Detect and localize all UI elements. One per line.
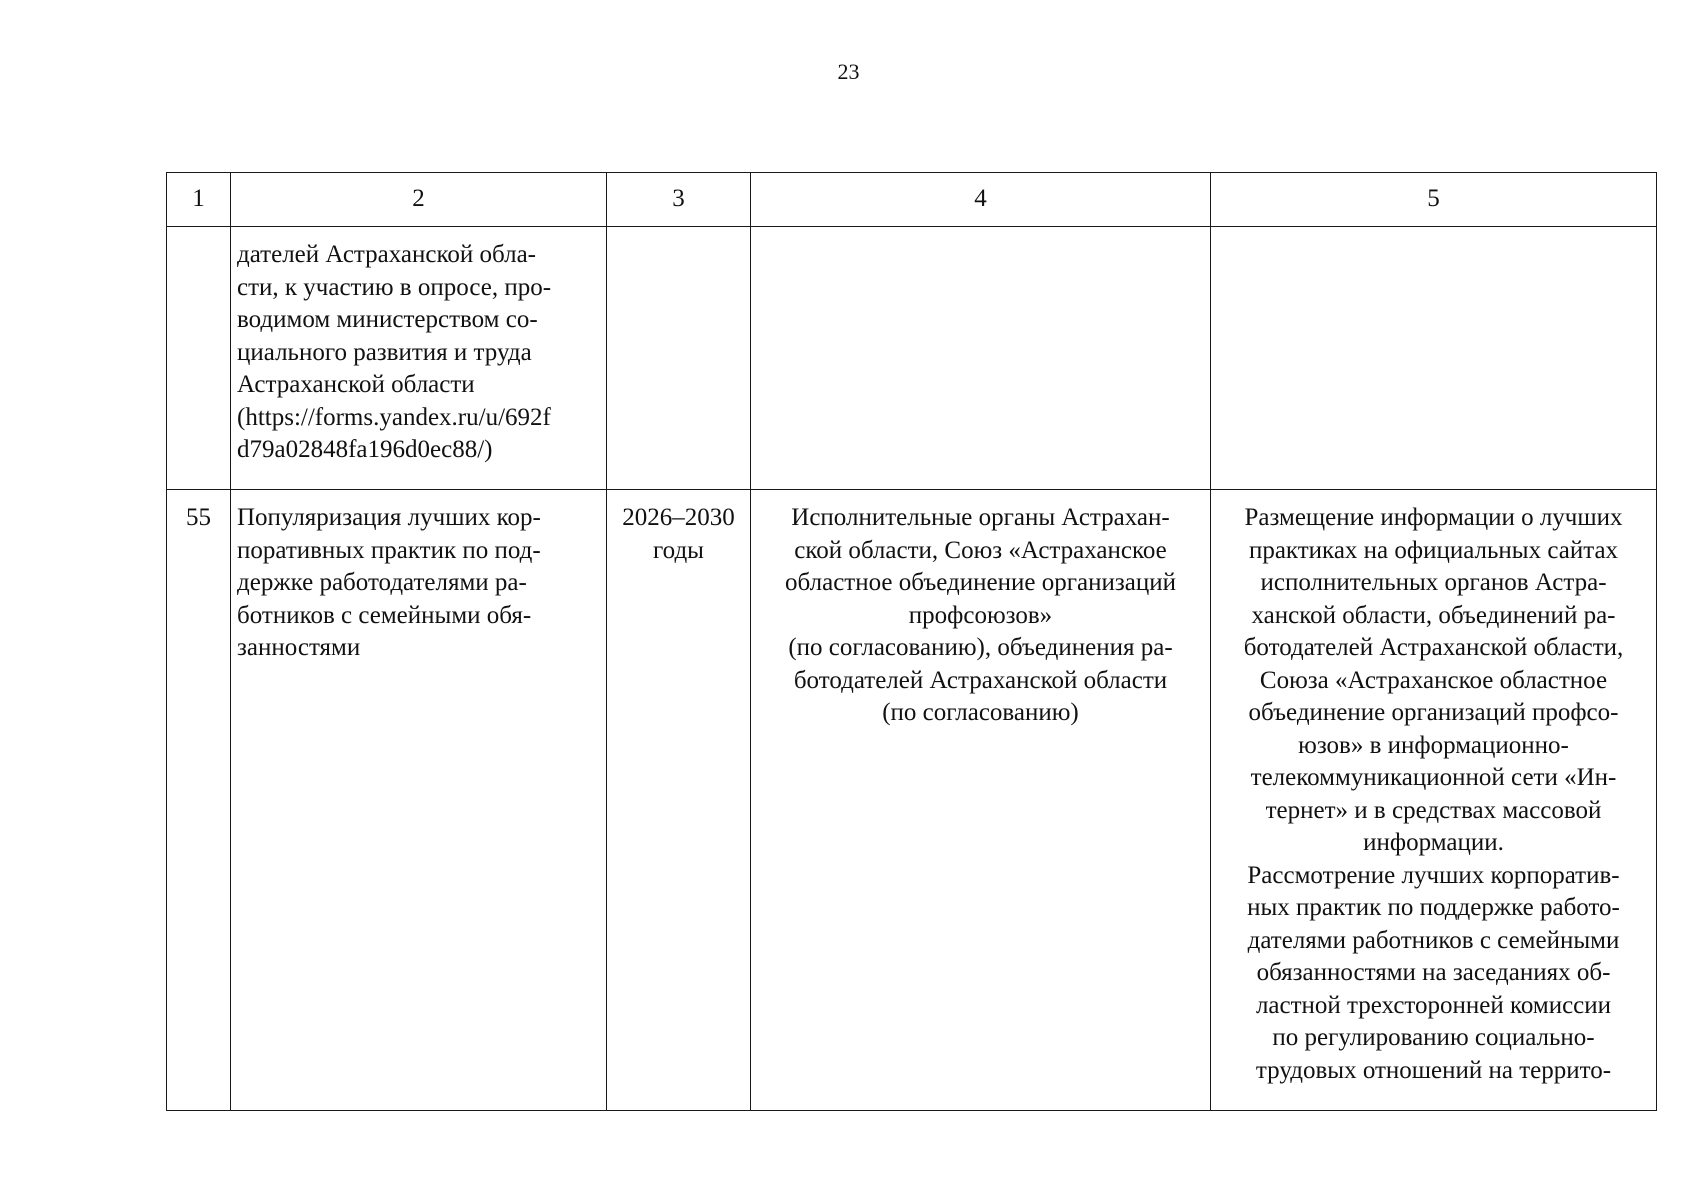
row-number-cell: 55 xyxy=(167,490,231,1111)
header-cell-1: 1 xyxy=(167,173,231,227)
row-number-cell xyxy=(167,227,231,490)
table-header-row xyxy=(167,173,1657,227)
period-cell xyxy=(607,227,751,490)
measures-table xyxy=(166,172,1657,1111)
header-cell-5: 5 xyxy=(1211,173,1657,227)
measure-cell: дателей Астраханской обла- сти, к участию в опросе, про- водимом министерством со- циального развития и труда Астраханской области (https://forms.yandex.ru/u/692f d79a02848fa196d0ec88/) xyxy=(231,227,607,490)
result-cell xyxy=(1211,227,1657,490)
header-cell-2: 2 xyxy=(231,173,607,227)
header-cell-3: 3 xyxy=(607,173,751,227)
measure-cell: Популяризация лучших кор- поративных практик по под- держке работодателями ра- ботников с семейными обя- занностями xyxy=(231,490,607,1111)
period-cell: 2026–2030 годы xyxy=(607,490,751,1111)
result-cell: Размещение информации о лучших практиках на официальных сайтах исполнительных органов Астра- ханской области, объединений ра- ботодателей Астраханской области, Союза «Астраханское областное объединение организаций профсо- юзов» в информационно- телекоммуникационной сети «Ин- тернет» и в средствах массовой информации. Рассмотрение лучших корпоратив- ных практик по поддержке работо- дателями работников с семейными обязанностями на заседаниях об- ластной трехсторонней комиссии по регулированию социально- трудовых отношений на террито- xyxy=(1211,490,1657,1111)
executors-cell xyxy=(751,227,1211,490)
table-row xyxy=(167,227,1657,490)
executors-cell: Исполнительные органы Астрахан- ской области, Союз «Астраханское областное объединение организаций профсоюзов» (по согласованию), объединения ра- ботодателей Астраханской области (по согласованию) xyxy=(751,490,1211,1111)
header-cell-4: 4 xyxy=(751,173,1211,227)
page-number: 23 xyxy=(837,59,860,84)
table-row xyxy=(167,490,1657,1111)
